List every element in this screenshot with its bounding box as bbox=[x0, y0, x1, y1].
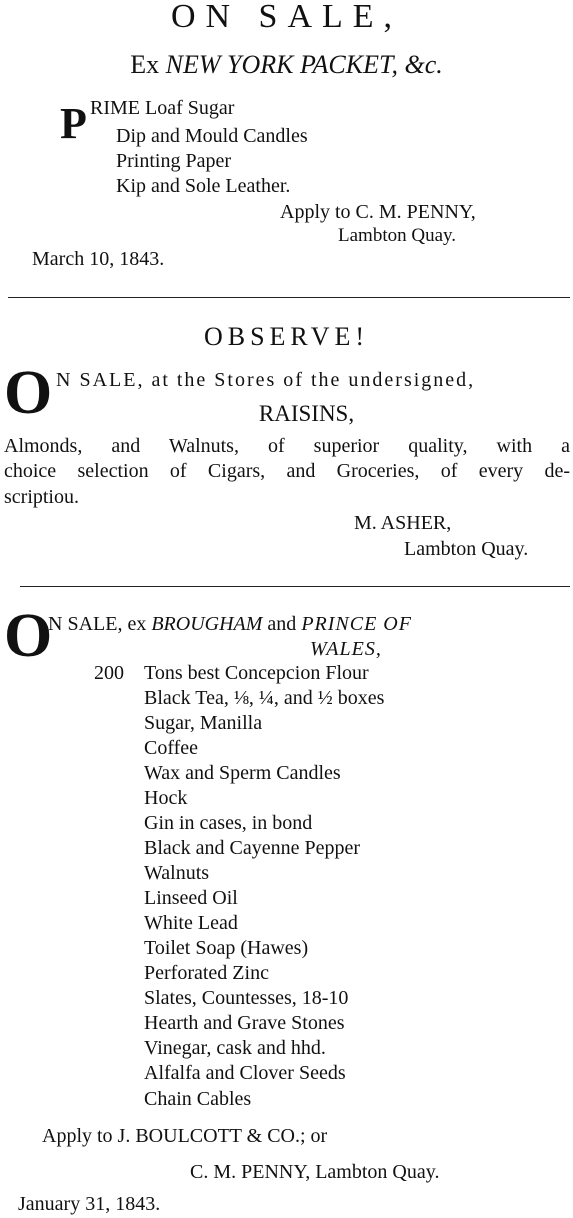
ad1-title: ON SALE, bbox=[170, 0, 403, 35]
list-item: White Lead bbox=[144, 912, 238, 934]
list-item: Vinegar, cask and hhd. bbox=[144, 1037, 326, 1059]
list-item: Coffee bbox=[144, 737, 199, 759]
list-item: Tons best Concepcion Flour bbox=[144, 662, 369, 684]
ad3-dropcap: O bbox=[4, 602, 53, 670]
list-item: Chain Cables bbox=[144, 1088, 252, 1110]
divider-2 bbox=[20, 586, 570, 587]
ad3-first-line bbox=[48, 612, 412, 636]
ad2-address: Lambton Quay. bbox=[404, 538, 529, 560]
list-item: Black and Cayenne Pepper bbox=[144, 837, 361, 859]
list-item: Black Tea, ⅛, ¼, and ½ boxes bbox=[144, 687, 385, 709]
divider-1 bbox=[8, 297, 570, 298]
ad1-subtitle-suffix: &c. bbox=[397, 50, 443, 79]
ad3-ship-wales bbox=[310, 637, 382, 661]
list-item: Toilet Soap (Hawes) bbox=[144, 937, 309, 959]
list-item: Hearth and Grave Stones bbox=[144, 1012, 345, 1034]
list-item: Hock bbox=[144, 787, 188, 809]
ad3-date: January 31, 1843. bbox=[18, 1193, 161, 1215]
ad3-ship-brougham: BROUGHAM bbox=[151, 613, 263, 635]
ad1-ship-name: NEW YORK PACKET, bbox=[165, 50, 398, 79]
ad2-dropcap: O bbox=[4, 359, 53, 427]
ad3-alt-contact: C. M. PENNY, Lambton Quay. bbox=[190, 1161, 440, 1183]
ad2-body-line-1: Almonds, and Walnuts, of superior quality, with a bbox=[4, 435, 570, 457]
ad1-dropcap: P bbox=[60, 99, 87, 148]
ad1-line-1: RIME Loaf Sugar bbox=[90, 97, 235, 119]
ad1-address: Lambton Quay. bbox=[338, 225, 457, 246]
ad3-apply: Apply to J. BOULCOTT & CO.; or bbox=[42, 1125, 328, 1147]
list-item: Gin in cases, in bond bbox=[144, 812, 313, 834]
ad1-line-4: Kip and Sole Leather. bbox=[116, 175, 291, 197]
ad3-item-qty: 200 bbox=[94, 662, 124, 684]
ad2-signature: M. ASHER, bbox=[354, 512, 452, 534]
ad3-and: and bbox=[262, 613, 302, 635]
list-item: Wax and Sperm Candles bbox=[144, 762, 341, 784]
ad2-body-line-2: choice selection of Cigars, and Groceries, of every de- bbox=[4, 460, 570, 482]
ad3-ship-wales-text: WALES, bbox=[310, 638, 382, 660]
list-item: Sugar, Manilla bbox=[144, 712, 263, 734]
ad1-date: March 10, 1843. bbox=[32, 248, 165, 270]
ad1-subtitle-prefix: Ex bbox=[130, 50, 166, 79]
ad1-line-2: Dip and Mould Candles bbox=[116, 125, 308, 147]
list-item: Linseed Oil bbox=[144, 887, 238, 909]
ad1-subtitle bbox=[0, 50, 573, 80]
list-item: Perforated Zinc bbox=[144, 962, 269, 984]
ad2-first-line: N SALE, at the Stores of the undersigned, bbox=[56, 369, 476, 391]
list-item: Walnuts bbox=[144, 862, 210, 884]
ad3-first-line-prefix: N SALE, ex bbox=[48, 613, 152, 635]
list-item: Alfalfa and Clover Seeds bbox=[144, 1062, 346, 1084]
ad1-apply: Apply to C. M. PENNY, bbox=[280, 201, 476, 223]
ad2-raisins: RAISINS, bbox=[258, 401, 355, 426]
list-item: Slates, Countesses, 18-10 bbox=[144, 987, 349, 1009]
ad2-body-line-3: scriptiou. bbox=[4, 486, 79, 508]
ad1-line-3: Printing Paper bbox=[116, 150, 231, 172]
ad3-ship-prince-of: PRINCE OF bbox=[301, 613, 412, 635]
ad2-title: OBSERVE! bbox=[203, 322, 370, 351]
